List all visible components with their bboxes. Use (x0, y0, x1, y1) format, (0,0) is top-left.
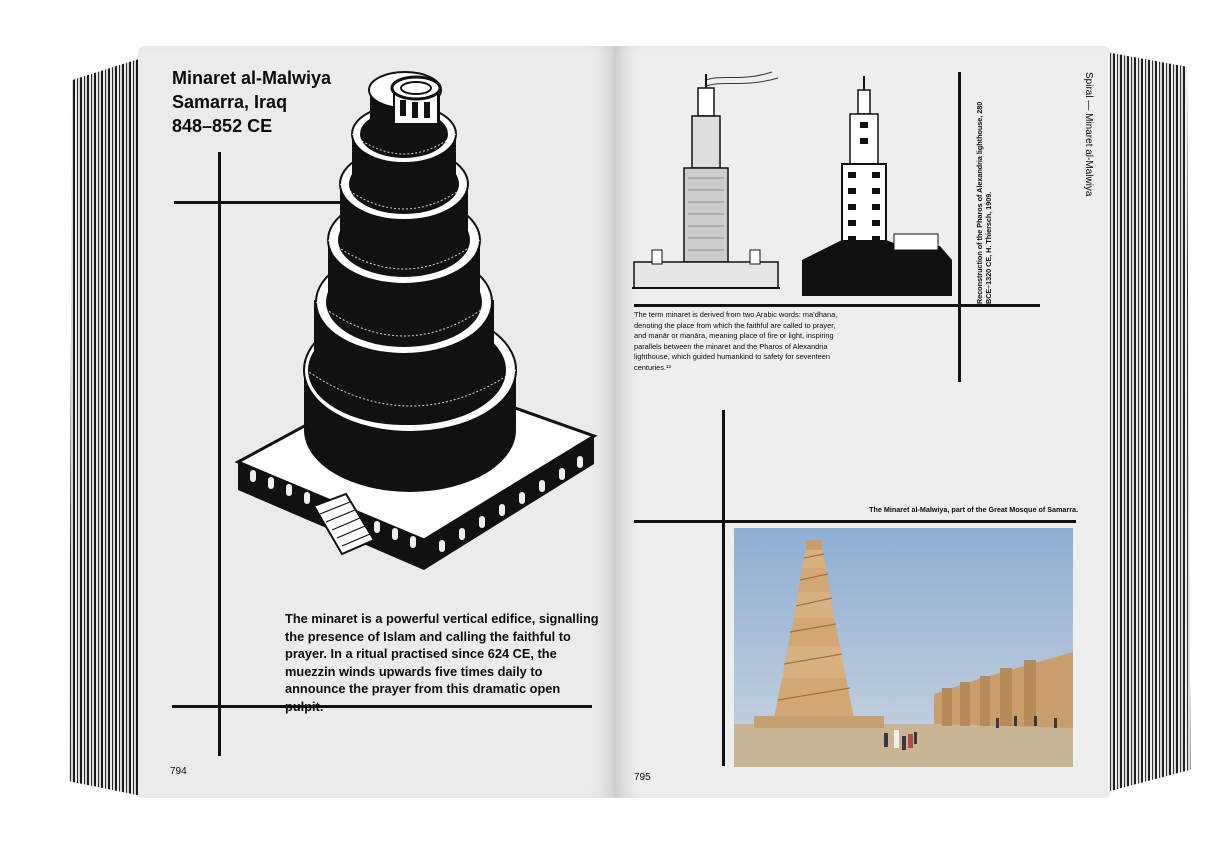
etymology-paragraph: The term minaret is derived from two Arabic words: ma’dhana, denoting the place from which the faithful are called to prayer, and manār or manāra, meaning place of fire or light, inspiring parallels between the minaret and the Pharos of Alexandria lighthouse, which guided humankind to safety for seventeen centuries.¹³ (634, 310, 838, 372)
rule (218, 152, 221, 756)
pharos-elevation-drawing (632, 68, 780, 294)
title-line: Minaret al-Malwiya (172, 68, 332, 88)
spiral-minaret-illustration (234, 70, 600, 600)
body-paragraph: The minaret is a powerful vertical edifice, signalling the presence of Islam and calling the faithful to prayer. In a ritual practised since 624 CE, the muezzin winds upwards five times daily to announce the prayer from this dramatic open pulpit. (285, 611, 599, 714)
title-line: 848–852 CE (172, 116, 273, 136)
running-head: Spiral — Minaret al-Malwiya (1083, 72, 1094, 197)
title-line: Samarra, Iraq (172, 92, 288, 112)
book-edge-left (66, 58, 142, 796)
pharos-section-drawing (802, 74, 952, 296)
rule (958, 72, 961, 382)
drawing-caption: Reconstruction of the Pharos of Alexandria lighthouse, 280 BCE–1320 CE, H. Thiersch, 1909. (975, 101, 993, 304)
rule (722, 410, 725, 766)
page-number-left: 794 (170, 766, 187, 777)
book-edge-right (1106, 52, 1194, 792)
page-number-right: 795 (634, 772, 651, 783)
rule (634, 520, 1076, 523)
photo-caption: The Minaret al-Malwiya, part of the Great Mosque of Samarra. (869, 505, 1078, 514)
rule (634, 304, 1040, 307)
minaret-photo (734, 528, 1073, 767)
